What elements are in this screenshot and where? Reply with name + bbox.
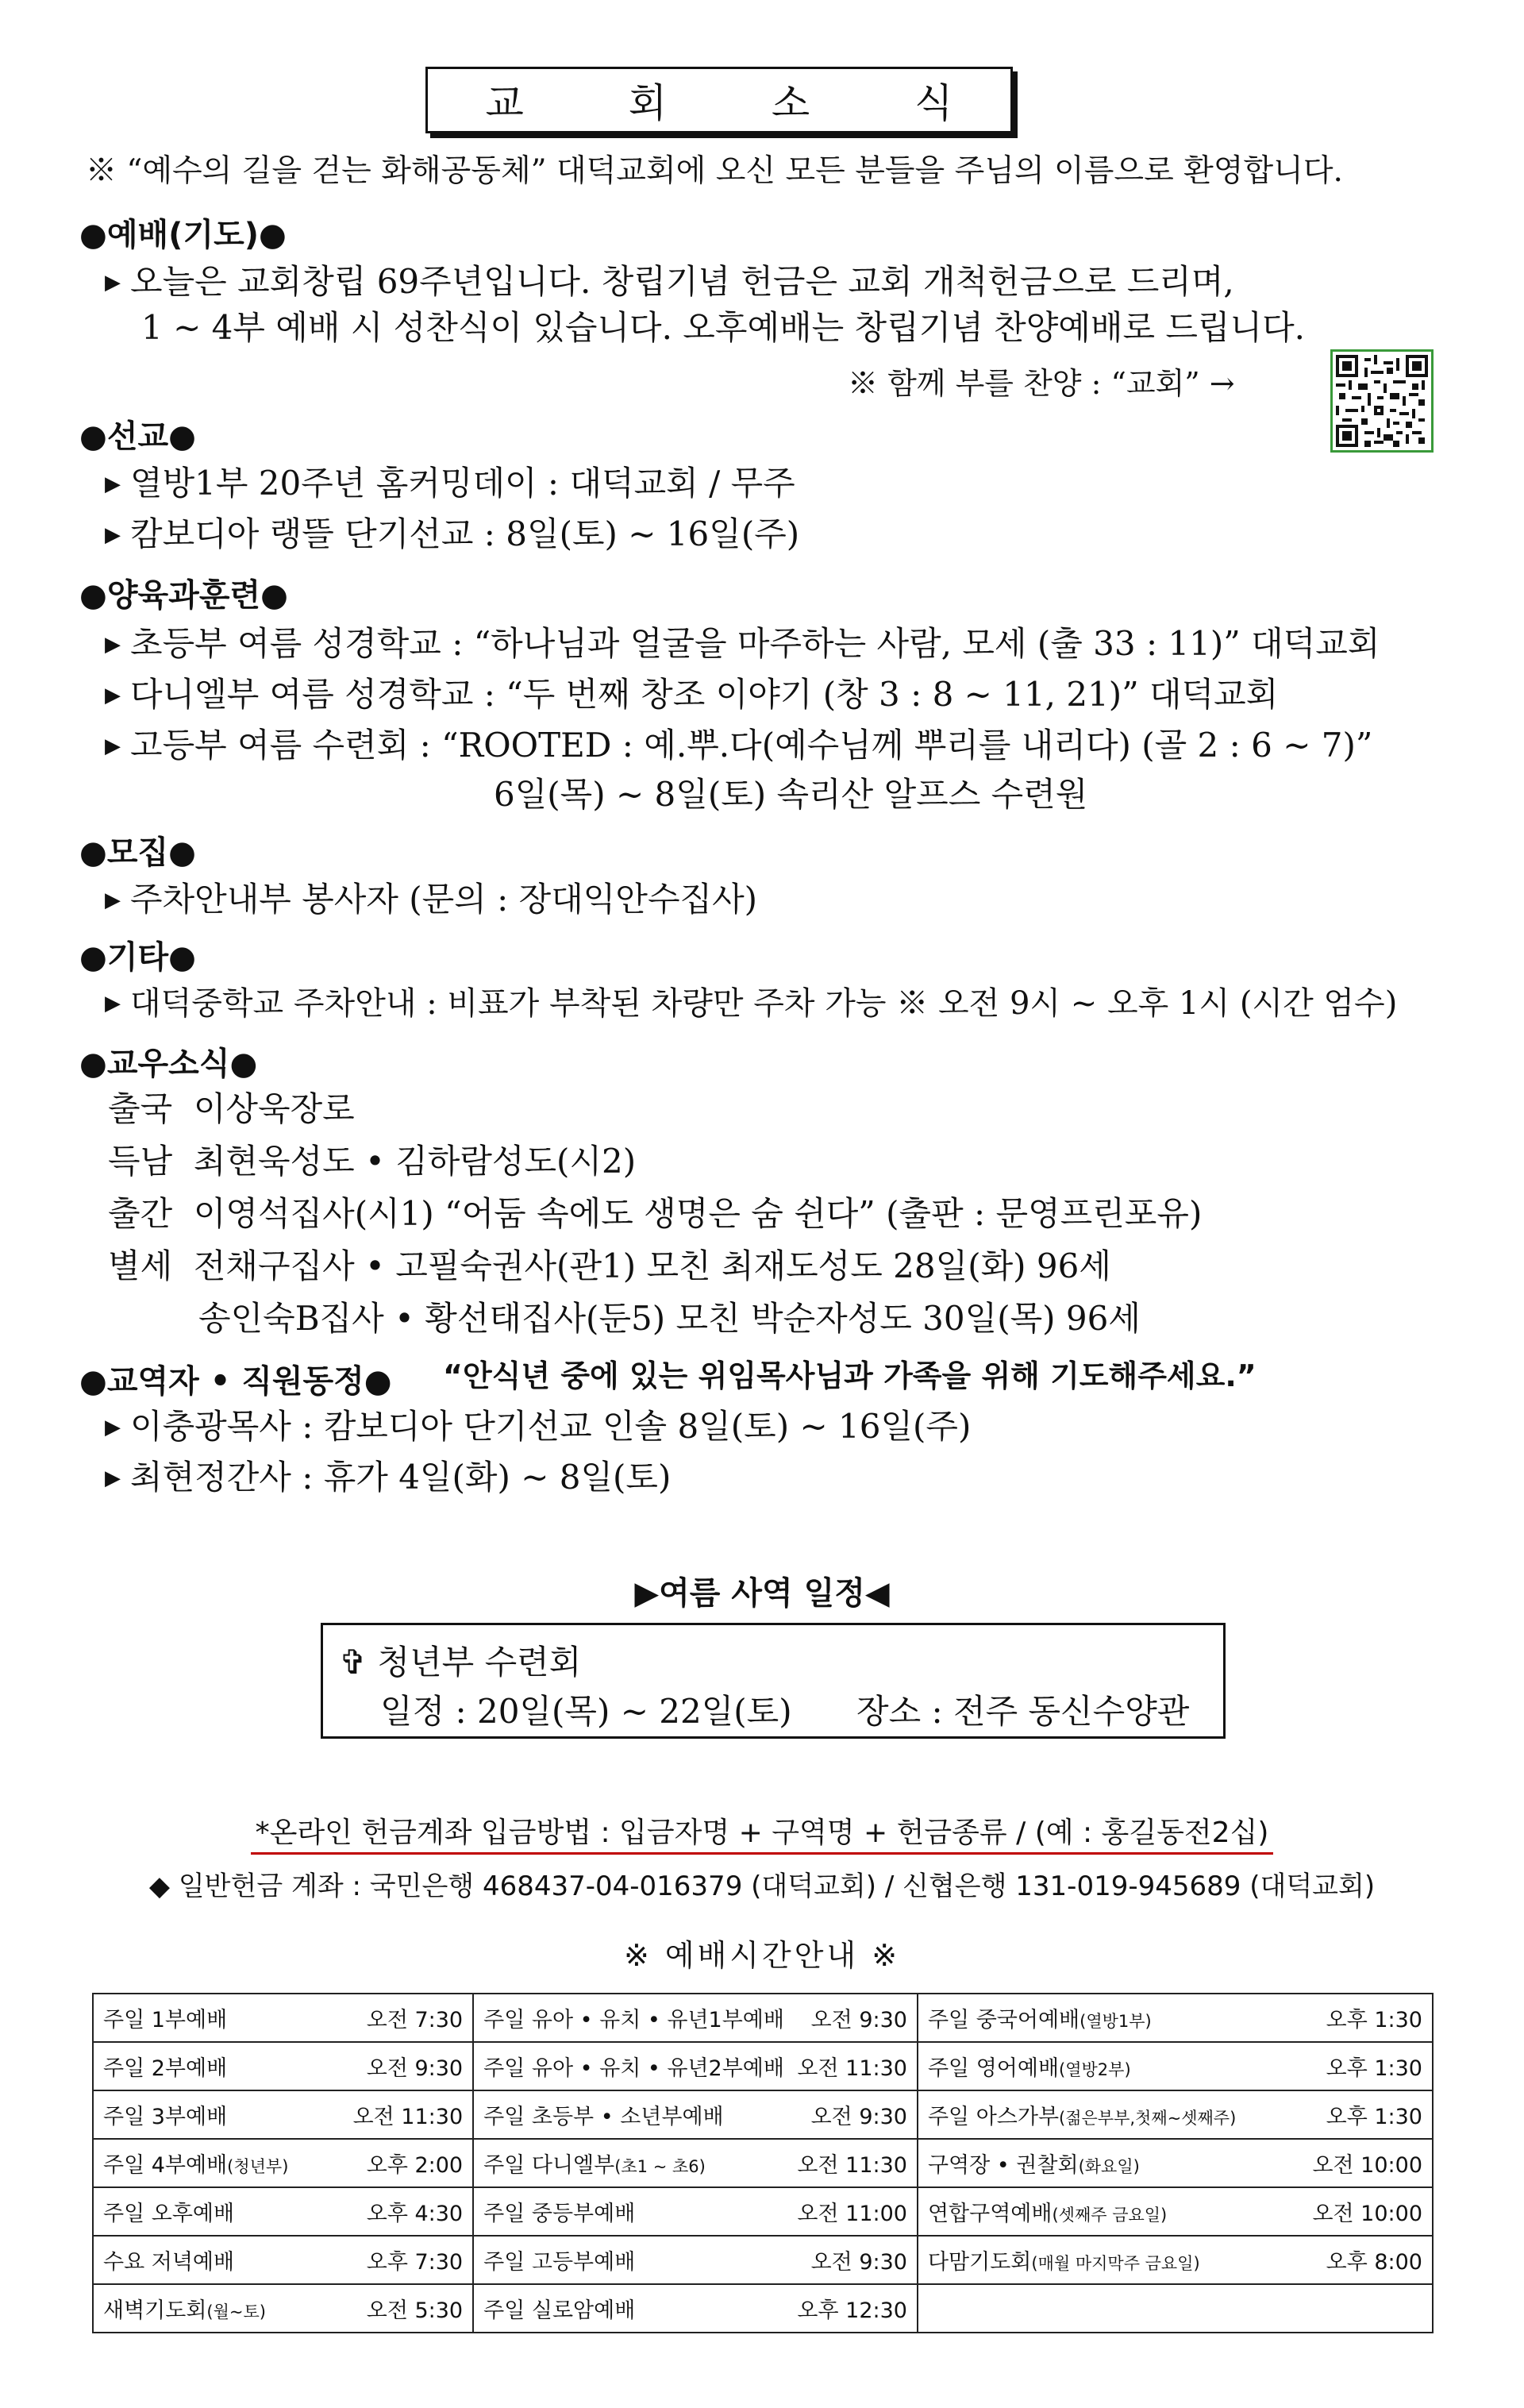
table-cell	[93, 2284, 473, 2333]
table-cell	[918, 2042, 1433, 2090]
service-name: 주일 유아 • 유치 • 유년1부예배	[483, 2008, 784, 2032]
welcome-text: ※ “예수의 길을 걷는 화해공동체” 대덕교회에 오신 모든 분들을 주님의 이름으로 환영합니다.	[86, 153, 1343, 189]
service-name: 수요 저녁예배	[103, 2250, 235, 2275]
offering-account: ◆ 일반헌금 계좌 : 국민은행 468437-04-016379 (대덕교회) / 신협은행 131-019-945689 (대덕교회)	[148, 1871, 1376, 1902]
table-row	[93, 2187, 1433, 2236]
service-name: 주일 2부예배	[103, 2056, 228, 2081]
summer-event-box	[321, 1623, 1226, 1739]
table-cell	[918, 2284, 1433, 2333]
recruit-item: ▶ 주차안내부 봉사자 (문의 : 장대익안수집사)	[105, 880, 758, 919]
table-cell	[918, 2139, 1433, 2187]
table-cell	[918, 2187, 1433, 2236]
table-cell	[93, 2187, 473, 2236]
service-name: 주일 다니엘부(초1 ~ 초6)	[483, 2153, 706, 2178]
service-time: 오후 4:30	[366, 2202, 464, 2226]
table-cell	[918, 2090, 1433, 2139]
table-cell	[473, 2187, 918, 2236]
service-name: 새벽기도회(월~토)	[103, 2298, 266, 2323]
service-time: 오전 10:00	[1312, 2202, 1422, 2226]
service-time: 오후 12:30	[797, 2298, 907, 2323]
service-name: 주일 실로암예배	[483, 2298, 636, 2323]
education-heading: ●양육과훈련●	[79, 577, 289, 614]
service-name: 주일 초등부 • 소년부예배	[483, 2105, 724, 2129]
bullet-triangle-icon: ▶	[105, 992, 121, 1015]
online-offering-method: *온라인 헌금계좌 입금방법 : 입금자명 + 구역명 + 헌금종류 / (예 : 홍길동전2십)	[0, 1810, 1524, 1851]
service-name: 다맘기도회(매월 마지막주 금요일)	[927, 2250, 1200, 2275]
table-row	[93, 2090, 1433, 2139]
staff-item: ▶ 최현정간사 : 휴가 4일(화) ~ 8일(토)	[105, 1458, 672, 1497]
bullet-triangle-icon: ▶	[105, 888, 121, 912]
service-name: 주일 아스가부(젊은부부,첫째~셋째주)	[927, 2105, 1237, 2129]
service-time: 오후 1:30	[1326, 2008, 1422, 2032]
service-name: 주일 고등부예배	[483, 2250, 636, 2275]
service-time: 오전 9:30	[810, 2008, 907, 2032]
qr-code-icon[interactable]	[1330, 349, 1434, 453]
mission-heading: ●선교●	[79, 418, 197, 455]
member-news-row: 별세 전채구집사 • 고필숙권사(관1) 모친 최재도성도 28일(화) 96세	[108, 1246, 1111, 1285]
bullet-triangle-icon: ▶	[105, 472, 121, 496]
bullet-triangle-icon: ▶	[105, 684, 121, 707]
mission-item: ▶ 캄보디아 랭뜰 단기선교 : 8일(토) ~ 16일(주)	[105, 514, 800, 553]
service-name: 주일 중국어예배(열방1부)	[927, 2008, 1152, 2032]
summer-event-date: 일정 : 20일(목) ~ 22일(토)	[380, 1692, 792, 1731]
service-time: 오전 11:30	[797, 2153, 907, 2178]
table-cell	[93, 2042, 473, 2090]
service-time: 오전 9:30	[366, 2056, 464, 2081]
bullet-triangle-icon: ▶	[105, 1466, 121, 1490]
service-time: 오전 9:30	[810, 2105, 907, 2129]
table-cell	[93, 2139, 473, 2187]
service-time: 오후 2:00	[366, 2153, 464, 2178]
service-time: 오전 7:30	[366, 2008, 464, 2032]
service-name: 주일 3부예배	[103, 2105, 228, 2129]
bullet-triangle-icon: ▶	[105, 1416, 121, 1439]
service-name: 주일 1부예배	[103, 2008, 228, 2032]
service-name: 구역장 • 권찰회(화요일)	[927, 2153, 1140, 2178]
service-name: 주일 영어예배(열방2부)	[927, 2056, 1131, 2081]
bullet-triangle-icon: ▶	[105, 523, 121, 547]
table-cell	[93, 2236, 473, 2284]
schedule-table	[92, 1993, 1434, 2333]
etc-item: ▶ 대덕중학교 주차안내 : 비표가 부착된 차량만 주차 가능 ※ 오전 9시 ~ 오후 1시 (시간 엄수)	[105, 985, 1398, 1022]
table-cell	[473, 2042, 918, 2090]
table-cell	[93, 1994, 473, 2042]
prayer-request: “안식년 중에 있는 위임목사님과 가족을 위해 기도해주세요.”	[443, 1358, 1257, 1393]
service-time: 오전 11:30	[352, 2105, 464, 2129]
schedule-title: ※ 예배시간안내 ※	[623, 1938, 901, 1973]
song-note: ※ 함께 부를 찬양 : “교회” →	[848, 366, 1235, 401]
etc-heading: ●기타●	[79, 939, 197, 976]
service-time: 오후 8:00	[1326, 2250, 1422, 2275]
bullet-triangle-icon: ▶	[105, 271, 121, 295]
members-heading: ●교우소식●	[79, 1046, 258, 1082]
table-row	[93, 2139, 1433, 2187]
worship-line-1: ▶ 오늘은 교회창립 69주년입니다. 창립기념 헌금은 교회 개척헌금으로 드리며,	[105, 262, 1234, 301]
service-time: 오후 1:30	[1326, 2105, 1422, 2129]
service-time: 오후 1:30	[1326, 2056, 1422, 2081]
table-cell	[473, 2236, 918, 2284]
table-cell	[473, 2139, 918, 2187]
service-name: 주일 중등부예배	[483, 2202, 636, 2226]
bullet-triangle-icon: ▶	[105, 734, 121, 758]
education-item-continuation: 6일(목) ~ 8일(토) 속리산 알프스 수련원	[494, 775, 1088, 814]
service-name: 연합구역예배(셋째주 금요일)	[927, 2202, 1168, 2226]
member-news-row: 출간 이영석집사(시1) “어둠 속에도 생명은 숨 쉰다” (출판 : 문영프린포유)	[108, 1194, 1203, 1233]
summer-event-place: 장소 : 전주 동신수양관	[856, 1692, 1190, 1731]
service-name: 주일 4부예배(청년부)	[103, 2153, 289, 2178]
table-cell	[93, 2090, 473, 2139]
member-news-continuation: 송인숙B집사 • 황선태집사(둔5) 모친 박순자성도 30일(목) 96세	[198, 1299, 1141, 1338]
table-row	[93, 2236, 1433, 2284]
service-time: 오전 11:00	[797, 2202, 907, 2226]
table-row	[93, 2042, 1433, 2090]
service-time: 오후 7:30	[366, 2250, 464, 2275]
table-row	[93, 1994, 1433, 2042]
member-news-row: 출국 이상욱장로	[108, 1089, 355, 1128]
page-title: 교 회 소 식	[425, 67, 1013, 133]
education-item: ▶ 다니엘부 여름 성경학교 : “두 번째 창조 이야기 (창 3 : 8 ~ 11, 21)” 대덕교회	[105, 675, 1279, 714]
table-cell	[918, 1994, 1433, 2042]
staff-heading: ●교역자 • 직원동정●	[79, 1363, 392, 1400]
table-cell	[473, 2090, 918, 2139]
summer-schedule-title: ▶여름 사역 일정◀	[634, 1575, 890, 1612]
staff-item: ▶ 이충광목사 : 캄보디아 단기선교 인솔 8일(토) ~ 16일(주)	[105, 1407, 972, 1446]
service-name: 주일 오후예배	[103, 2202, 235, 2226]
education-item: ▶ 초등부 여름 성경학교 : “하나님과 얼굴을 마주하는 사람, 모세 (출 33 : 11)” 대덕교회	[105, 624, 1380, 663]
mission-item: ▶ 열방1부 20주년 홈커밍데이 : 대덕교회 / 무주	[105, 464, 795, 503]
bullet-triangle-icon: ▶	[105, 633, 121, 657]
service-time: 오전 11:30	[797, 2056, 907, 2081]
recruit-heading: ●모집●	[79, 834, 197, 871]
service-time: 오전 9:30	[810, 2250, 907, 2275]
service-time: 오전 10:00	[1312, 2153, 1422, 2178]
member-news-row: 득남 최현욱성도 • 김하람성도(시2)	[108, 1142, 637, 1181]
education-item: ▶ 고등부 여름 수련회 : “ROOTED : 예.뿌.다(예수님께 뿌리를 내리다) (골 2 : 6 ~ 7)”	[105, 726, 1373, 765]
summer-event-name: ✞ 청년부 수련회	[339, 1643, 582, 1682]
worship-line-2: 1 ~ 4부 예배 시 성찬식이 있습니다. 오후예배는 창립기념 찬양예배로 드립니다.	[141, 308, 1306, 347]
worship-heading: ●예배(기도)●	[79, 217, 287, 253]
table-row	[93, 2284, 1433, 2333]
table-cell	[473, 1994, 918, 2042]
table-cell	[918, 2236, 1433, 2284]
service-time: 오전 5:30	[366, 2298, 464, 2323]
table-cell	[473, 2284, 918, 2333]
service-name: 주일 유아 • 유치 • 유년2부예배	[483, 2056, 784, 2081]
